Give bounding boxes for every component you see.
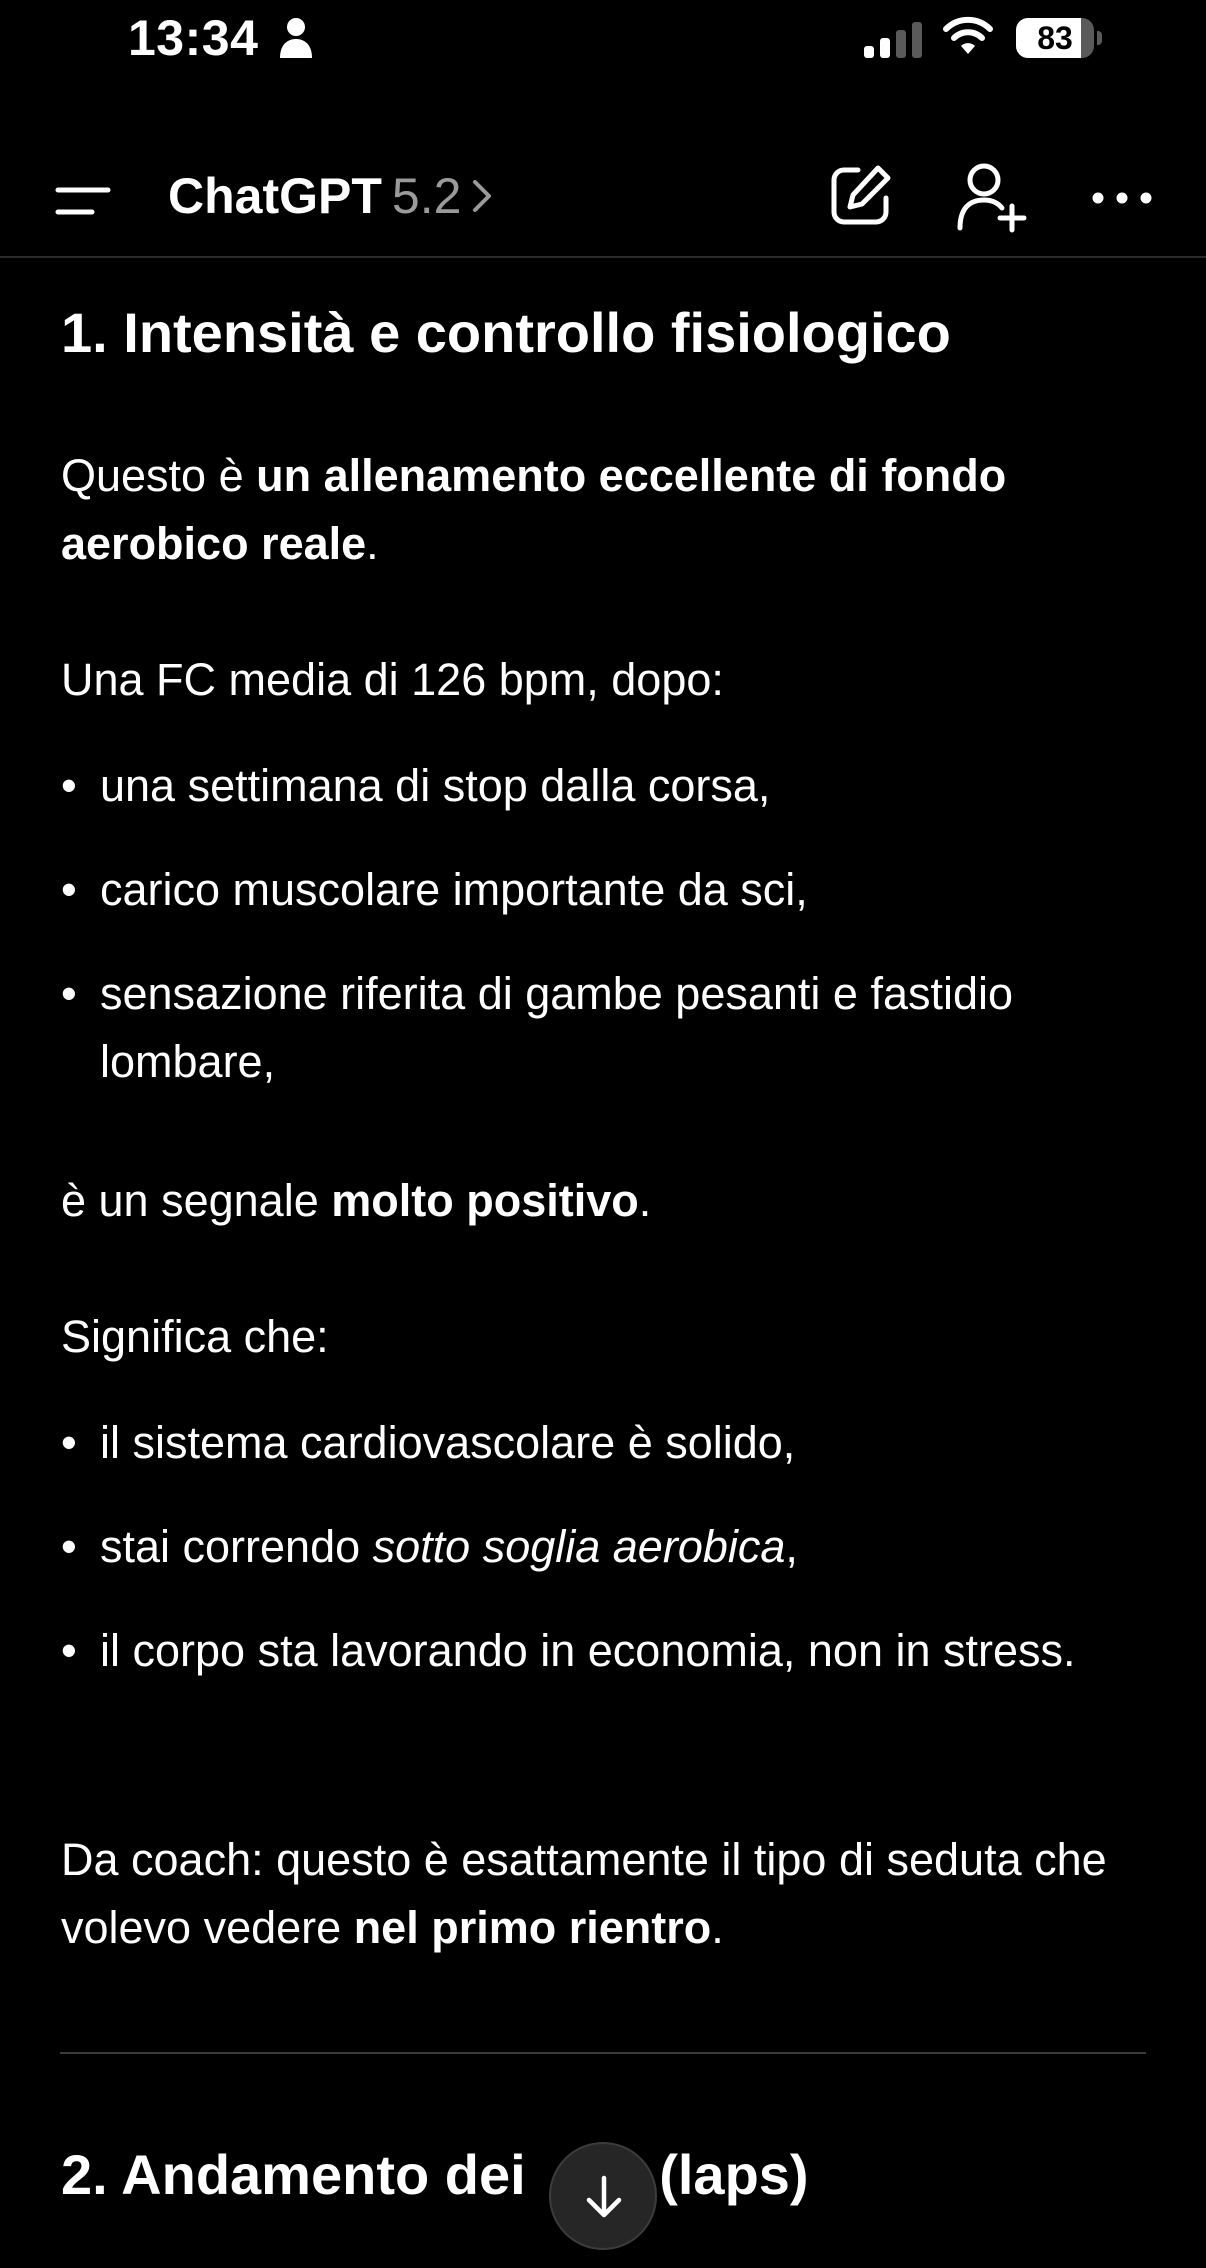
bold-text: molto positivo: [331, 1175, 639, 1226]
list-item: • il sistema cardiovascolare è solido,: [61, 1417, 796, 1468]
menu-icon[interactable]: [52, 170, 116, 234]
arrow-down-icon: [581, 2174, 627, 2220]
chevron-right-icon: [469, 176, 495, 216]
bold-text: nel primo rientro: [353, 1902, 712, 1953]
signal-icon: [864, 22, 924, 58]
paragraph: è un segnale molto positivo.: [61, 1175, 652, 1226]
model-version: 5.2: [391, 168, 462, 224]
app-name: ChatGPT: [168, 168, 382, 224]
italic-text: sotto soglia aerobica: [372, 1521, 786, 1572]
battery-icon: [1016, 18, 1102, 58]
section-divider: [60, 2052, 1146, 2054]
section-heading: 2. Andamento dei (laps): [61, 2143, 809, 2206]
list-item: • carico muscolare importante da sci,: [61, 864, 808, 915]
bold-text: un allenamento eccellente di fondo aerobico reale: [61, 450, 1007, 569]
status-time: 13:34: [128, 10, 259, 66]
list-item: • il corpo sta lavorando in economia, non in stress.: [61, 1625, 1076, 1676]
status-bar: [0, 0, 1206, 76]
list-item: • stai correndo sotto soglia aerobica,: [61, 1521, 798, 1572]
paragraph: Questo è un allenamento eccellente di fondo aerobico reale.: [61, 450, 1007, 569]
battery-percent: 83: [1037, 20, 1073, 56]
list-item: • una settimana di stop dalla corsa,: [61, 760, 771, 811]
add-person-icon[interactable]: [954, 158, 1030, 234]
compose-icon[interactable]: [824, 160, 896, 232]
scroll-to-bottom-button[interactable]: [549, 2142, 657, 2250]
person-icon: [278, 16, 314, 60]
paragraph: Da coach: questo è esattamente il tipo di seduta che volevo vedere nel primo rientro.: [61, 1834, 1107, 1953]
paragraph: Una FC media di 126 bpm, dopo:: [61, 654, 724, 705]
more-icon[interactable]: [1090, 170, 1154, 226]
paragraph: Significa che:: [61, 1311, 329, 1362]
nav-bar: [0, 140, 1206, 258]
wifi-icon: [942, 16, 994, 56]
model-selector[interactable]: [168, 164, 495, 228]
assistant-message: [0, 260, 1206, 2268]
list-item: • sensazione riferita di gambe pesanti e fastidio lombare,: [61, 968, 1014, 1087]
section-heading: 1. Intensità e controllo fisiologico: [61, 301, 951, 364]
